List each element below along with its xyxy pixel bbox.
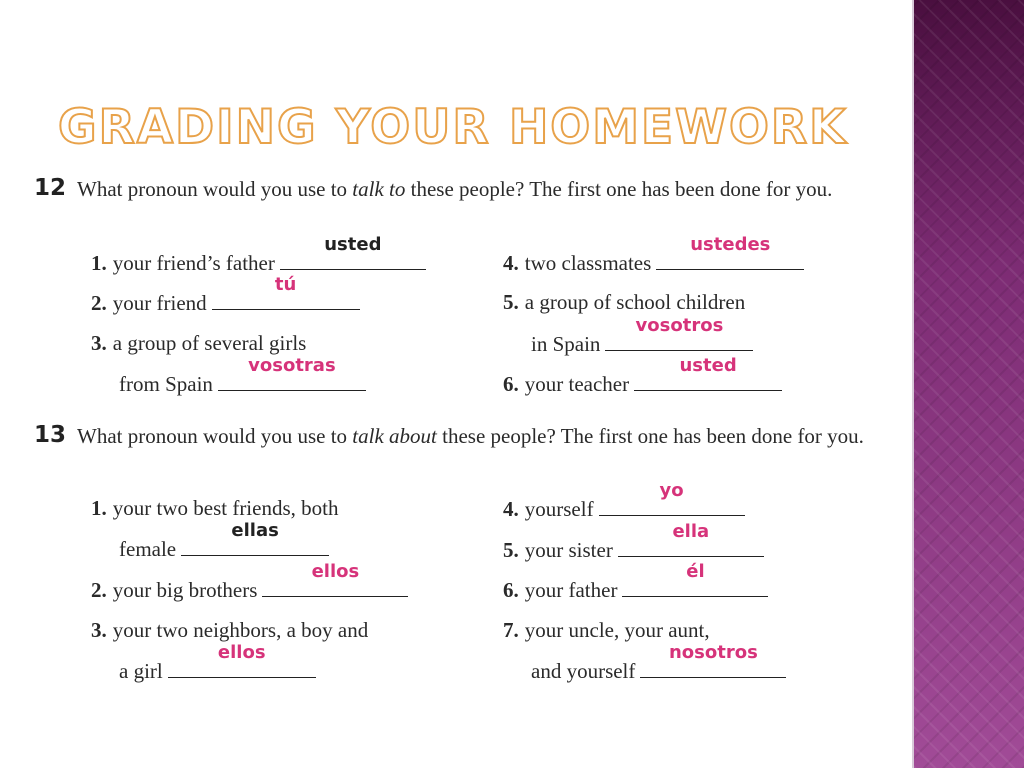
list-item: 4. two classmates ustedes (503, 249, 804, 276)
answer-blank (656, 234, 804, 270)
answer-text: tú (274, 274, 297, 295)
list-item: 2. your big brothers ellos (91, 576, 408, 603)
answer-blank (634, 355, 782, 391)
list-item: 2. your friend tú (91, 289, 360, 316)
answer-text: vosotras (248, 355, 336, 376)
page-title: GRADING YOUR HOMEWORK (58, 100, 848, 155)
answer-blank (622, 561, 768, 597)
answer-text: yo (659, 480, 684, 501)
answer-text: nosotros (668, 642, 758, 663)
list-item-continuation: in Spain vosotros (531, 330, 753, 357)
answer-blank (212, 274, 360, 310)
list-item: 6. your father él (503, 576, 768, 603)
decorative-sidebar (912, 0, 1024, 768)
list-item-continuation: from Spain vosotras (119, 370, 366, 397)
answer-text: ella (672, 521, 710, 542)
list-item: 3. your two neighbors, a boy and (91, 618, 369, 642)
list-item: 1. your two best friends, both (91, 496, 339, 520)
list-item: 7. your uncle, your aunt, (503, 618, 710, 642)
list-item: 6. your teacher usted (503, 370, 782, 397)
exercise-number: 13 (34, 422, 67, 448)
list-item: 1. your friend’s father usted (91, 249, 426, 276)
answer-blank (262, 561, 408, 597)
list-item-continuation: and yourself nosotros (531, 657, 786, 684)
answer-blank (218, 355, 366, 391)
answer-text: ustedes (690, 234, 771, 255)
list-item-continuation: female ellas (119, 535, 329, 562)
list-item: 5. your sister ella (503, 536, 764, 563)
exercise-number: 12 (34, 175, 67, 201)
list-item: 4. yourself yo (503, 495, 745, 522)
answer-text: vosotros (635, 315, 724, 336)
answer-text: ellos (217, 642, 266, 663)
answer-text: él (686, 561, 705, 582)
exercise-prompt: What pronoun would you use to talk about these people? The first one has been done for you. (77, 424, 864, 448)
exercise-prompt: What pronoun would you use to talk to these people? The first one has been done for you. (77, 177, 833, 201)
answer-blank (640, 642, 786, 678)
answer-blank (618, 521, 764, 557)
list-item: 5. a group of school children (503, 290, 746, 314)
answer-blank (280, 234, 426, 270)
answer-text: ellas (231, 520, 279, 541)
answer-blank (599, 480, 745, 516)
answer-text: ellos (311, 561, 360, 582)
list-item-continuation: a girl ellos (119, 657, 316, 684)
answer-text: usted (679, 355, 737, 376)
answer-text: usted (324, 234, 382, 255)
list-item: 3. a group of several girls (91, 331, 307, 355)
